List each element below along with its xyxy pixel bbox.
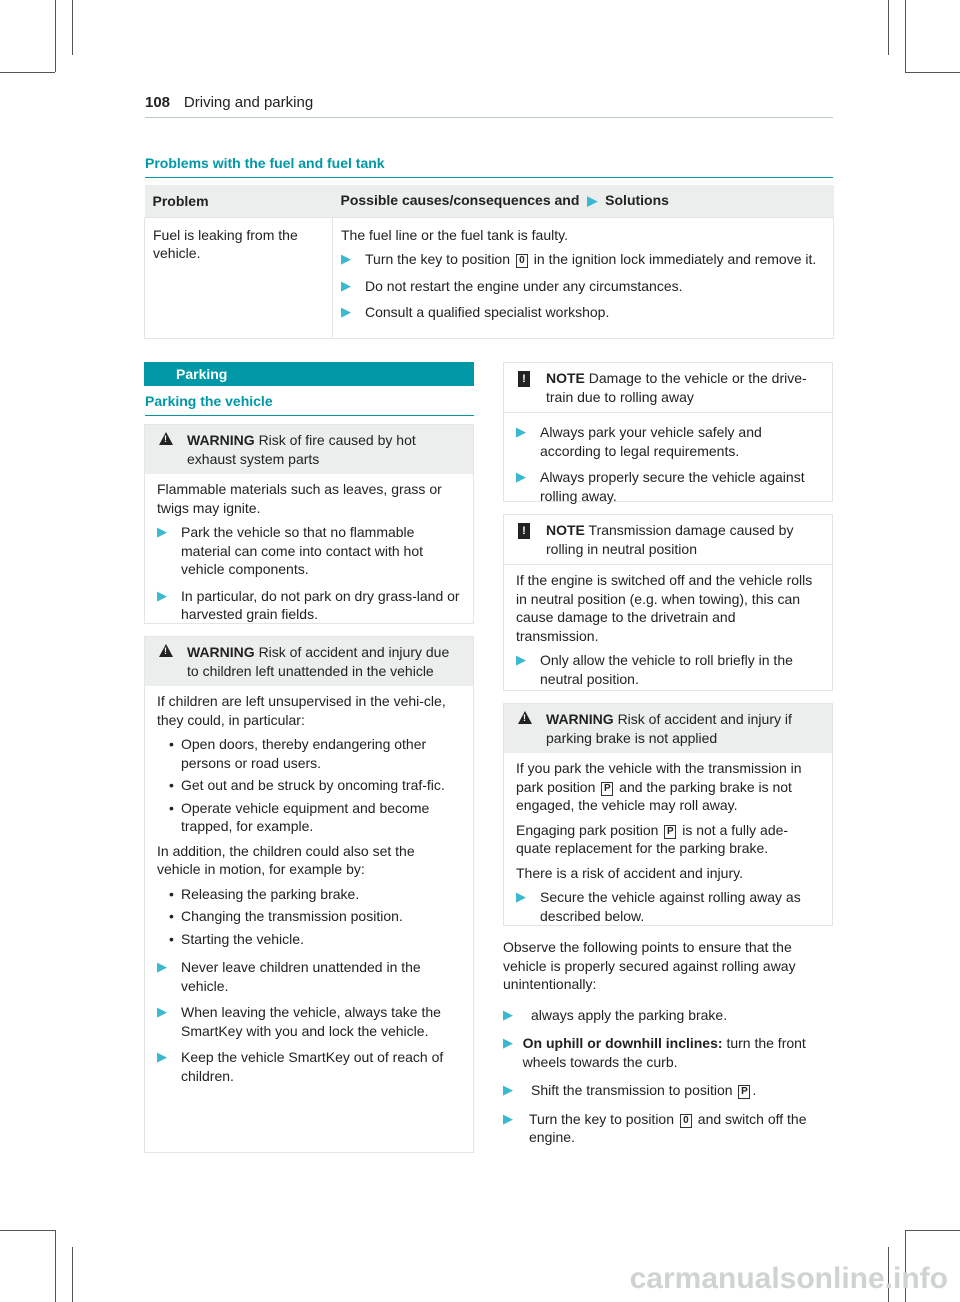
- key-position-icon: 0: [516, 254, 528, 268]
- arrow-icon: ▶: [157, 959, 167, 974]
- arrow-icon: ▶: [157, 1004, 167, 1019]
- parking-step: ▶ Turn the key to position 0 and switch off the engine.: [503, 1110, 807, 1145]
- warning-box-fire: ! WARNING Risk of fire caused by hot exhaust system parts Flammable materials such as leaves, grass or twigs may ignite. ▶ Park the vehicle so that no flammable material can come into contact with hot vehicle components. ▶ In particular, do not park on dry grass-land or harvested grain fields.: [144, 424, 474, 624]
- list-item: • Starting the vehicle.: [169, 930, 304, 947]
- note-step: ▶ Always park your vehicle safely and according to legal requirements.: [516, 424, 762, 459]
- col-causes: Possible causes/consequences and ▶ Solutions: [333, 185, 834, 217]
- crop-mark: [72, 1247, 73, 1302]
- warning-step: ▶ Park the vehicle so that no flammable material can come into contact with hot vehicle components.: [157, 524, 424, 577]
- solution-step: ▶ Consult a qualified specialist workshop.: [341, 304, 610, 320]
- crop-mark: [72, 0, 73, 55]
- parking-step: ▶ Shift the transmission to position P .: [503, 1082, 757, 1098]
- note-step: ▶ Only allow the vehicle to roll briefly in the neutral position.: [516, 652, 793, 687]
- parking-subtitle: Parking the vehicle: [145, 392, 474, 416]
- park-position-icon: P: [601, 782, 613, 796]
- page-number: 108: [145, 94, 171, 111]
- warning-step: ▶ Secure the vehicle against rolling away as described below.: [516, 889, 801, 924]
- warning-step: ▶ Never leave children unattended in the vehicle.: [157, 959, 421, 994]
- page-header: [145, 93, 833, 118]
- problems-table: [144, 185, 834, 339]
- observe-section: [503, 938, 833, 1157]
- arrow-icon: ▶: [341, 251, 351, 266]
- crop-mark: [905, 1230, 960, 1231]
- crop-mark: [905, 72, 960, 73]
- arrow-icon: ▶: [503, 1082, 513, 1097]
- crop-mark: [905, 0, 906, 72]
- col-problem: Problem: [145, 185, 333, 217]
- warning-step: ▶ Keep the vehicle SmartKey out of reach of children.: [157, 1049, 444, 1084]
- arrow-icon: ▶: [157, 1049, 167, 1064]
- problems-title: Problems with the fuel and fuel tank: [145, 154, 833, 178]
- arrow-icon: ▶: [503, 1110, 513, 1126]
- solution-step: ▶ Do not restart the engine under any circumstances.: [341, 277, 683, 294]
- observe-text: Observe the following points to ensure that the vehicle is properly secured against rolling away unintentionally:: [503, 939, 796, 992]
- warning-step: ▶ When leaving the vehicle, always take the SmartKey with you and lock the vehicle.: [157, 1004, 441, 1039]
- arrow-icon: ▶: [516, 652, 526, 667]
- list-item: • Changing the transmission position.: [169, 908, 403, 924]
- arrow-icon: ▶: [587, 193, 598, 208]
- list-item: • Open doors, thereby endangering other persons or road users.: [169, 736, 427, 771]
- warning-icon: [159, 432, 173, 445]
- warning-box-children: ! WARNING Risk of accident and injury due to children left unattended in the vehicle If children are left unsupervised in the vehi-cle, they could, in particular: • Open doors, thereby endangering other persons or road users. • Get out and be struck by oncoming traf-fic. • Operate vehicle equipment and become trapped, for example. In addition, the children could also set the vehicle in motion, for example by: • Releasing the parking brake. • Changing the transmission position. • Starting the vehicle. ▶ Never leave children unattended in the vehicle. ▶ When leaving the vehicle, always take the SmartKey with you and lock the vehicle. ▶ Keep the vehicle SmartKey out of reach of children.: [144, 636, 474, 1153]
- watermark: carmanualsonline.info: [629, 1262, 948, 1295]
- arrow-icon: ▶: [503, 1035, 513, 1050]
- note-box-transmission: ! NOTE Transmission damage caused by rolling in neutral position If the engine is switched off and the vehicle rolls in neutral position (e.g. when towing), this can cause damage to the drivetrain and transmission. ▶ Only allow the vehicle to roll briefly in the neutral position.: [503, 514, 833, 691]
- arrow-icon: ▶: [516, 424, 526, 439]
- key-position-icon: 0: [680, 1114, 692, 1128]
- crop-mark: [888, 0, 889, 55]
- parking-band: Parking: [144, 362, 474, 386]
- park-position-icon: P: [664, 825, 676, 839]
- section-title: Driving and parking: [183, 94, 314, 111]
- park-position-icon: P: [738, 1085, 750, 1099]
- problem-cell: Fuel is leaking from the vehicle.: [145, 217, 333, 338]
- arrow-icon: ▶: [341, 304, 351, 319]
- parking-step: ▶ always apply the parking brake.: [503, 1006, 728, 1023]
- arrow-icon: ▶: [516, 469, 526, 484]
- causes-cell: The fuel line or the fuel tank is faulty. ▶ Turn the key to position 0 in the ignition lock immediately and remove it. ▶ Do not restart the engine under any circumstances. ▶ Consult a qualified specialist workshop.: [333, 217, 834, 338]
- arrow-icon: ▶: [157, 524, 167, 539]
- crop-mark: [0, 1230, 55, 1231]
- warning-icon: [518, 711, 532, 724]
- arrow-icon: ▶: [157, 587, 167, 603]
- note-icon: !: [518, 371, 530, 387]
- note-box-rolling: ! NOTE Damage to the vehicle or the drive-train due to rolling away ▶ Always park your vehicle safely and according to legal requirements. ▶ Always properly secure the vehicle against rolling away.: [503, 362, 833, 502]
- parking-step: ▶ On uphill or downhill inclines: turn the front wheels towards the curb.: [503, 1035, 806, 1070]
- warning-box-parking-brake: ! WARNING Risk of accident and injury if parking brake is not applied If you park the vehicle with the transmission in park position P and the parking brake is not engaged, the vehicle may roll away. Engaging park position P is not a fully ade-quate replacement for the parking brake. There is a risk of accident and injury. ▶ Secure the vehicle against rolling away as described below.: [503, 703, 833, 926]
- crop-mark: [55, 0, 56, 72]
- warning-icon: [159, 644, 173, 657]
- list-item: • Operate vehicle equipment and become trapped, for example.: [169, 799, 430, 834]
- arrow-icon: ▶: [503, 1006, 513, 1022]
- arrow-icon: ▶: [341, 277, 351, 293]
- list-item: • Get out and be struck by oncoming traf-fic.: [169, 777, 445, 793]
- warning-step: ▶ In particular, do not park on dry grass-land or harvested grain fields.: [157, 587, 460, 622]
- note-step: ▶ Always properly secure the vehicle against rolling away.: [516, 469, 805, 504]
- crop-mark: [55, 1230, 56, 1302]
- solution-step: ▶ Turn the key to position 0 in the ignition lock immediately and remove it.: [341, 251, 817, 267]
- crop-mark: [0, 72, 55, 73]
- note-icon: !: [518, 523, 530, 539]
- list-item: • Releasing the parking brake.: [169, 885, 360, 902]
- arrow-icon: ▶: [516, 889, 526, 904]
